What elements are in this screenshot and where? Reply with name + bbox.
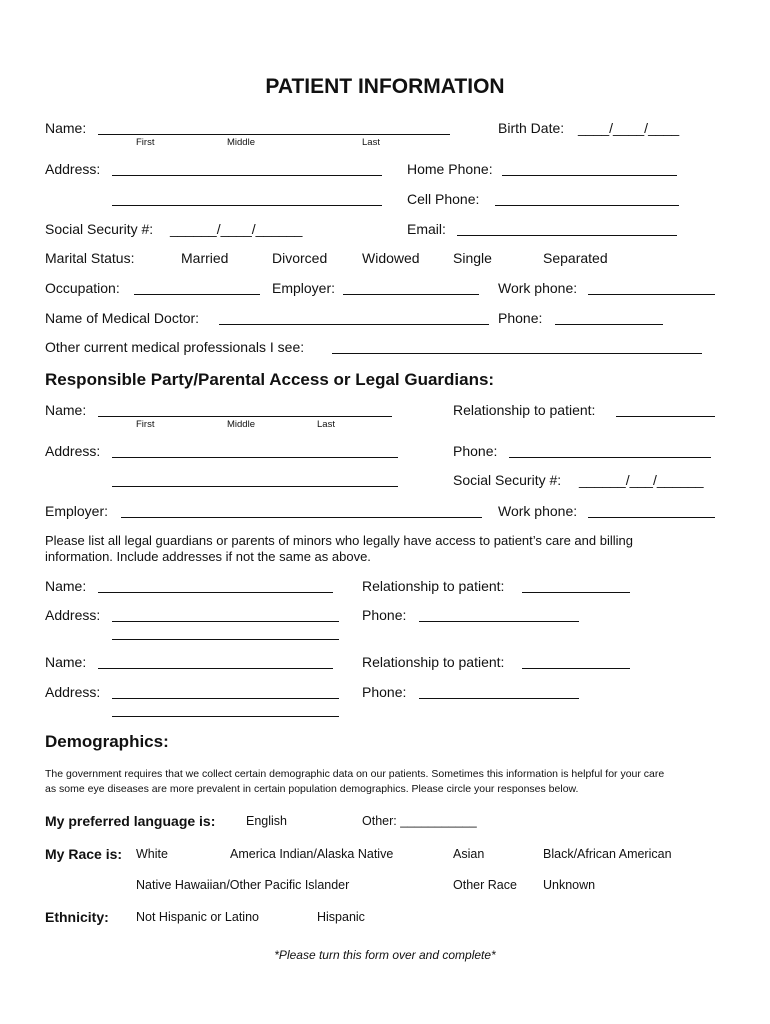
marital-option-widowed[interactable]: Widowed	[362, 250, 420, 266]
rp-name-label: Name:	[45, 402, 87, 418]
rp-employer-field[interactable]	[121, 517, 482, 518]
name-field[interactable]	[98, 134, 450, 135]
email-label: Email:	[407, 221, 446, 237]
guardian1-relationship-field[interactable]	[522, 592, 630, 593]
cell-phone-field[interactable]	[495, 205, 679, 206]
guardians-instruction-line1: Please list all legal guardians or parents of minors who legally have access to patient’s care and billing	[45, 533, 633, 548]
footer-note: *Please turn this form over and complete*	[274, 948, 496, 962]
guardian2-address-label: Address:	[45, 684, 101, 700]
employer-label: Employer:	[272, 280, 336, 296]
medical-doctor-label: Name of Medical Doctor:	[45, 310, 200, 326]
birth-date-field[interactable]: ____/____/____	[578, 120, 680, 136]
rp-phone-field[interactable]	[509, 457, 711, 458]
race-option-pacific-islander[interactable]: Native Hawaiian/Other Pacific Islander	[136, 878, 350, 892]
name-label: Name:	[45, 120, 87, 136]
rp-middle-caption: Middle	[227, 419, 255, 430]
language-option-english[interactable]: English	[246, 814, 287, 828]
responsible-heading: Responsible Party/Parental Access or Legal Guardians:	[45, 370, 495, 389]
guardian2-relationship-field[interactable]	[522, 668, 630, 669]
guardians-instruction-line2: information. Include addresses if not the same as above.	[45, 549, 371, 564]
work-phone-field[interactable]	[588, 294, 715, 295]
guardian1-name-label: Name:	[45, 578, 87, 594]
ssn-field[interactable]: ______/____/______	[170, 221, 303, 237]
race-label: My Race is:	[45, 846, 123, 862]
rp-address-field-2[interactable]	[112, 486, 398, 487]
other-professionals-field[interactable]	[332, 353, 702, 354]
guardian1-phone-field[interactable]	[419, 621, 579, 622]
guardian2-relationship-label: Relationship to patient:	[362, 654, 505, 670]
email-field[interactable]	[457, 235, 677, 236]
rp-work-phone-field[interactable]	[588, 517, 715, 518]
occupation-label: Occupation:	[45, 280, 120, 296]
rp-address-label: Address:	[45, 443, 101, 459]
guardian1-address-label: Address:	[45, 607, 101, 623]
marital-option-separated[interactable]: Separated	[543, 250, 608, 266]
marital-option-single[interactable]: Single	[453, 250, 492, 266]
language-label: My preferred language is:	[45, 813, 216, 829]
race-option-asian[interactable]: Asian	[453, 847, 485, 861]
guardian1-relationship-label: Relationship to patient:	[362, 578, 505, 594]
employer-field[interactable]	[343, 294, 479, 295]
name-last-caption: Last	[362, 137, 380, 148]
language-option-other[interactable]: Other: ___________	[362, 814, 477, 828]
rp-relationship-label: Relationship to patient:	[453, 402, 596, 418]
work-phone-label: Work phone:	[498, 280, 578, 296]
name-first-caption: First	[136, 137, 155, 148]
guardian2-address-field-2[interactable]	[112, 716, 339, 717]
guardian1-name-field[interactable]	[98, 592, 333, 593]
demographics-heading: Demographics:	[45, 732, 169, 751]
demographics-para-line1: The government requires that we collect certain demographic data on our patients. Sometimes this information is helpful for your care	[45, 768, 665, 780]
rp-ssn-label: Social Security #:	[453, 472, 562, 488]
cell-phone-label: Cell Phone:	[407, 191, 480, 207]
rp-address-field-1[interactable]	[112, 457, 398, 458]
demographics-para-line2: as some eye diseases are more prevalent in certain population demographics. Please circle your responses below.	[45, 783, 579, 795]
doctor-phone-label: Phone:	[498, 310, 543, 326]
guardian1-address-field-1[interactable]	[112, 621, 339, 622]
guardian1-address-field-2[interactable]	[112, 639, 339, 640]
rp-last-caption: Last	[317, 419, 335, 430]
medical-doctor-field[interactable]	[219, 324, 489, 325]
rp-first-caption: First	[136, 419, 155, 430]
rp-employer-label: Employer:	[45, 503, 109, 519]
guardian2-address-field-1[interactable]	[112, 698, 339, 699]
race-option-black[interactable]: Black/African American	[543, 847, 672, 861]
birth-date-label: Birth Date:	[498, 120, 565, 136]
ethnicity-label: Ethnicity:	[45, 909, 109, 925]
address-field-2[interactable]	[112, 205, 382, 206]
marital-option-married[interactable]: Married	[181, 250, 229, 266]
home-phone-field[interactable]	[502, 175, 677, 176]
address-label: Address:	[45, 161, 101, 177]
rp-relationship-field[interactable]	[616, 416, 715, 417]
rp-ssn-field[interactable]: ______/___/______	[579, 472, 704, 488]
doctor-phone-field[interactable]	[555, 324, 663, 325]
address-field-1[interactable]	[112, 175, 382, 176]
rp-work-phone-label: Work phone:	[498, 503, 578, 519]
race-option-unknown[interactable]: Unknown	[543, 878, 596, 892]
marital-status-label: Marital Status:	[45, 250, 135, 266]
race-option-white[interactable]: White	[136, 847, 168, 861]
home-phone-label: Home Phone:	[407, 161, 493, 177]
guardian2-name-label: Name:	[45, 654, 87, 670]
ssn-label: Social Security #:	[45, 221, 154, 237]
rp-phone-label: Phone:	[453, 443, 498, 459]
rp-name-field[interactable]	[98, 416, 392, 417]
form-title: PATIENT INFORMATION	[265, 75, 505, 98]
race-option-other[interactable]: Other Race	[453, 878, 517, 892]
guardian2-name-field[interactable]	[98, 668, 333, 669]
guardian1-phone-label: Phone:	[362, 607, 407, 623]
name-middle-caption: Middle	[227, 137, 255, 148]
ethnicity-option-hispanic[interactable]: Hispanic	[317, 910, 365, 924]
ethnicity-option-not-hispanic[interactable]: Not Hispanic or Latino	[136, 910, 259, 924]
occupation-field[interactable]	[134, 294, 260, 295]
marital-option-divorced[interactable]: Divorced	[272, 250, 328, 266]
race-option-american-indian[interactable]: America Indian/Alaska Native	[230, 847, 394, 861]
other-professionals-label: Other current medical professionals I see:	[45, 339, 305, 355]
guardian2-phone-field[interactable]	[419, 698, 579, 699]
guardian2-phone-label: Phone:	[362, 684, 407, 700]
